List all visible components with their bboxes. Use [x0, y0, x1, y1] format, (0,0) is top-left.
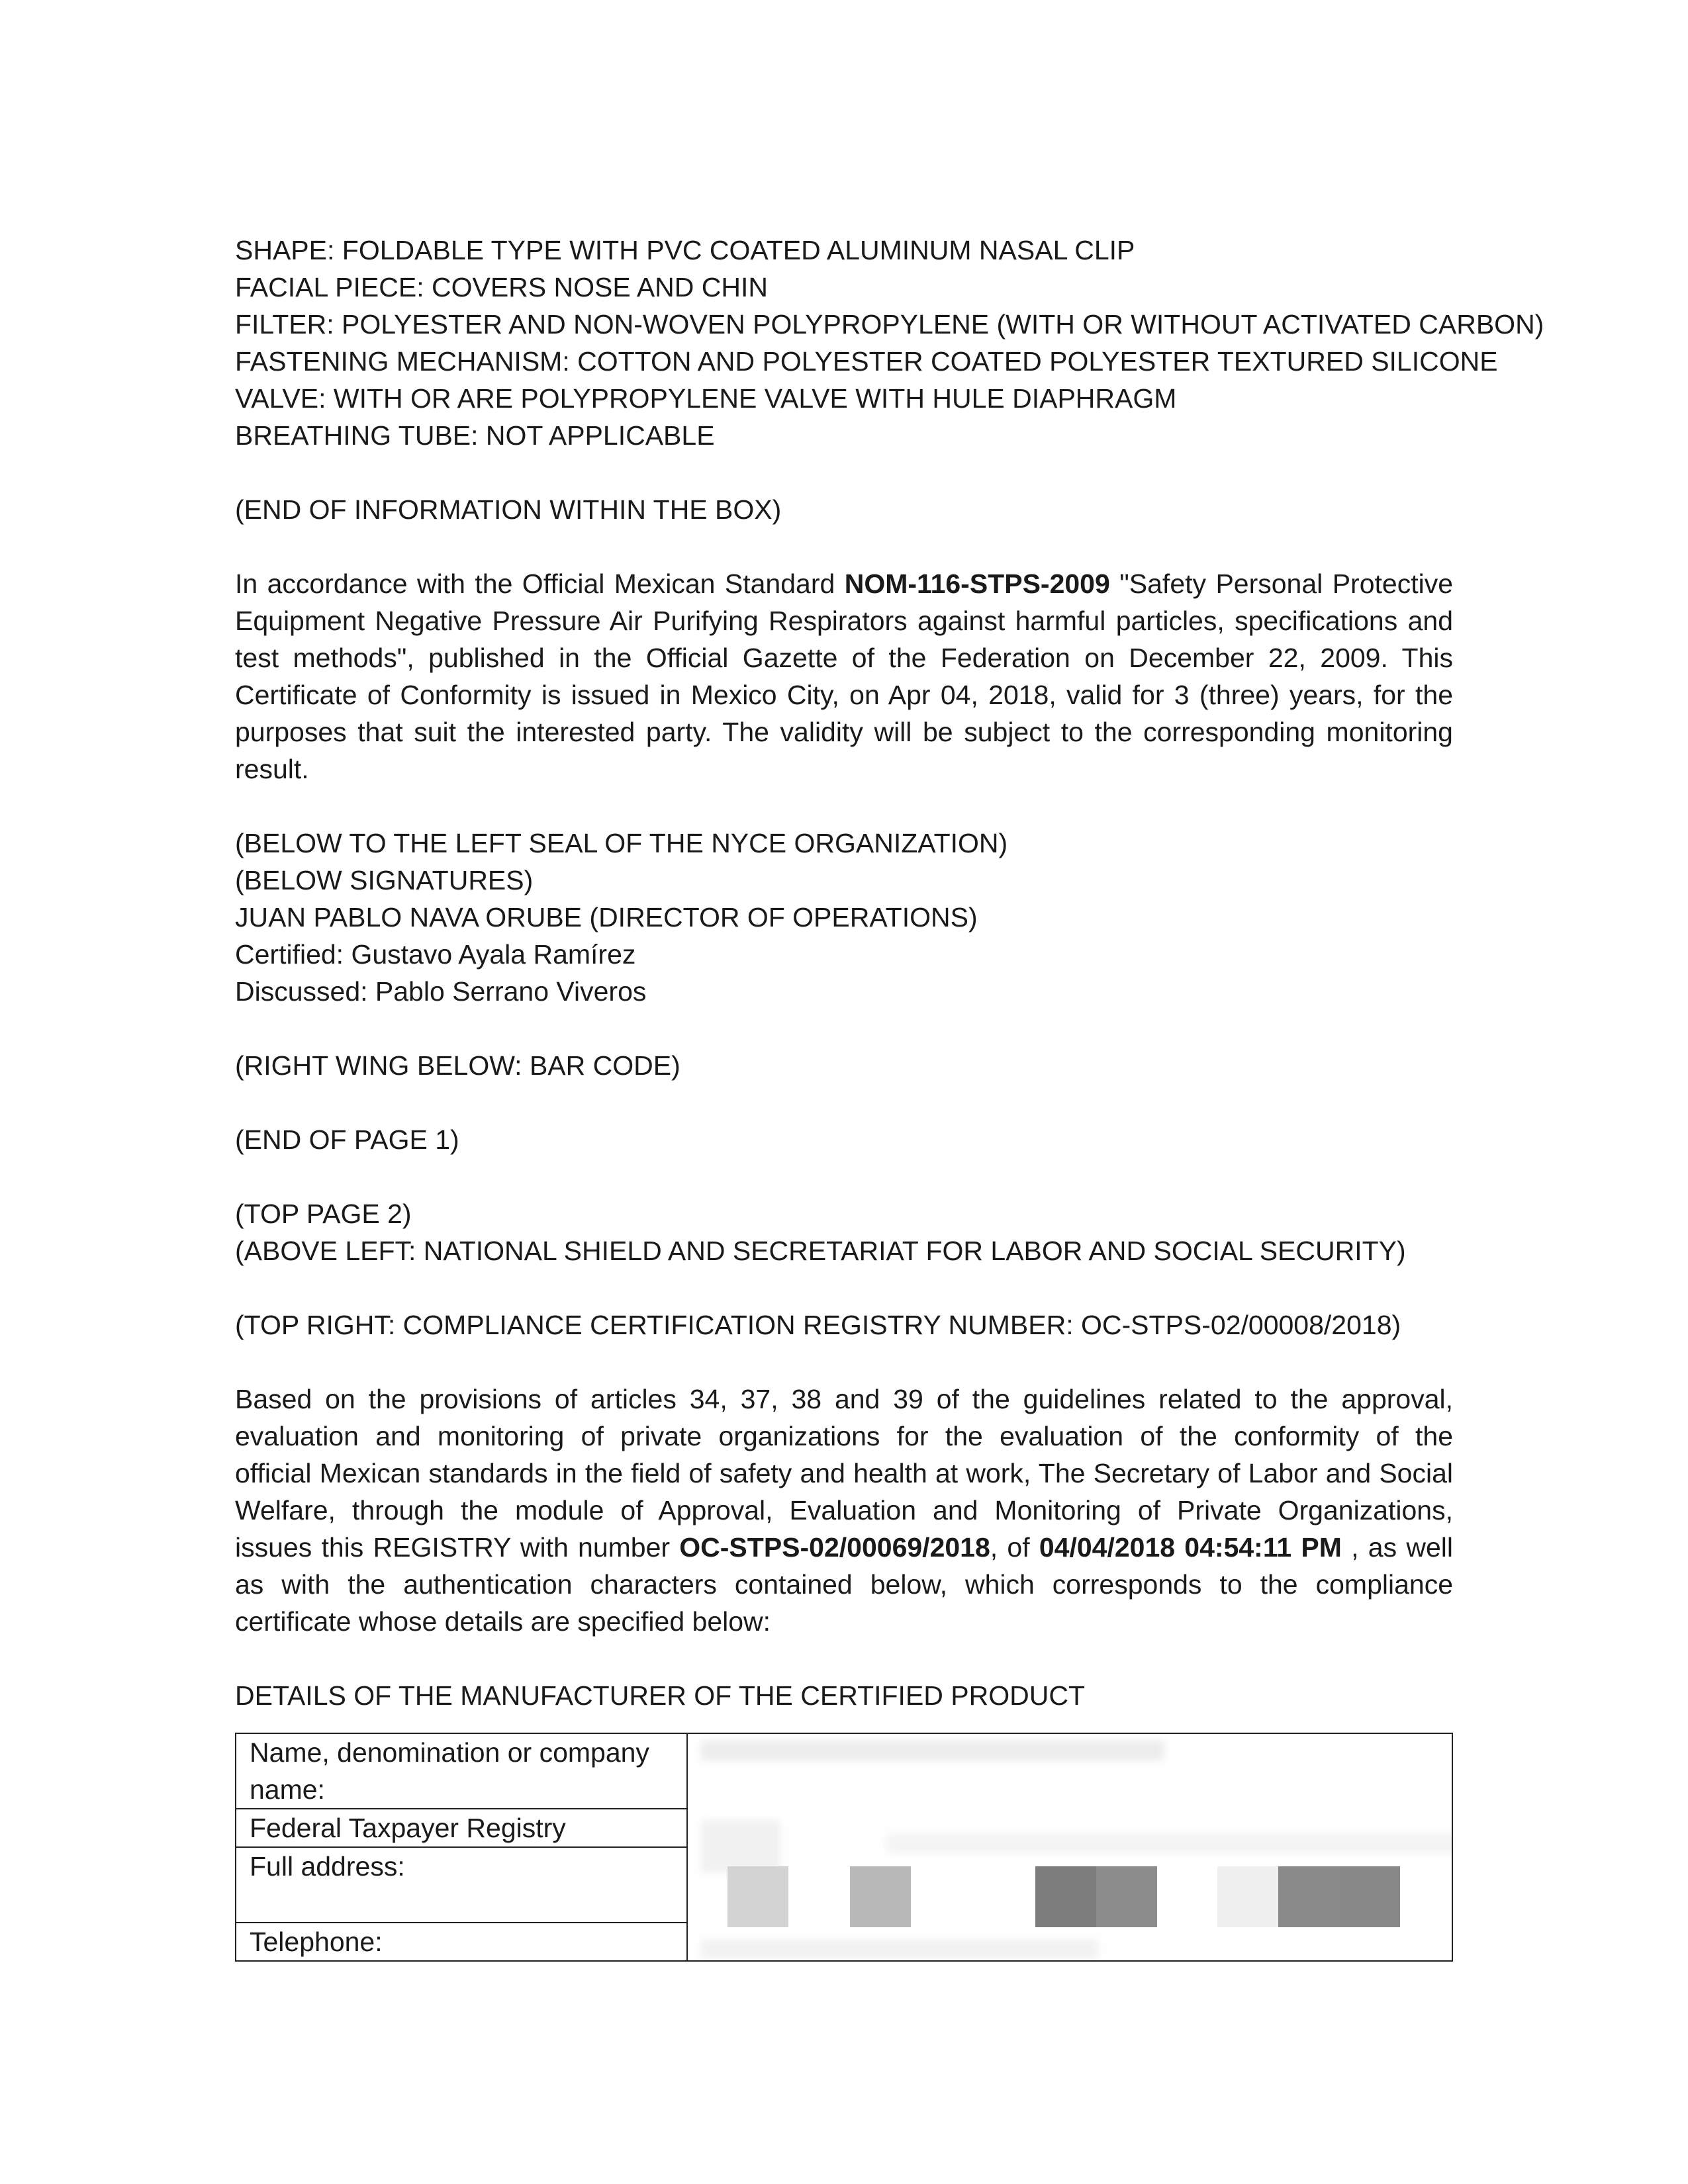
paragraph-line: Certificate of Conformity is issued in Mexico City, on Apr 04, 2018, valid for 3 (three) years, for the	[235, 680, 1453, 710]
barcode-note: (RIGHT WING BELOW: BAR CODE)	[235, 1050, 680, 1081]
table-row	[236, 1733, 1452, 1809]
paragraph-line: test methods", published in the Official Gazette of the Federation on December 22, 2009. This	[235, 643, 1453, 673]
spec-list	[235, 232, 1544, 454]
top-page-note: (TOP PAGE 2)	[235, 1199, 412, 1229]
table-label: Name, denomination or company name:	[236, 1733, 687, 1809]
manufacturer-details-table	[235, 1733, 1453, 1962]
paragraph-line: as with the authentication characters contained below, which corresponds to the compliance	[235, 1569, 1453, 1600]
certified-by: Certified: Gustavo Ayala Ramírez	[235, 939, 636, 970]
standard-number: NOM-116-STPS-2009	[844, 569, 1110, 599]
paragraph-line: evaluation and monitoring of private organizations for the evaluation of the conformity of the	[235, 1421, 1453, 1451]
paragraph-line: In accordance with the Official Mexican Standard NOM-116-STPS-2009 "Safety Personal Protective	[235, 569, 1454, 599]
spec-line: BREATHING TUBE: NOT APPLICABLE	[235, 420, 715, 451]
redacted-values	[687, 1733, 1452, 1961]
paragraph-line: purposes that suit the interested party. The validity will be subject to the corresponding monitoring	[235, 717, 1453, 747]
paragraph-line: Equipment Negative Pressure Air Purifying Respirators against harmful particles, specifications and	[235, 606, 1453, 636]
paragraph-line: official Mexican standards in the field of safety and health at work, The Secretary of Labor and Social	[235, 1458, 1453, 1488]
table-label: Full address:	[236, 1847, 687, 1923]
paragraph-line: certificate whose details are specified below:	[235, 1606, 771, 1637]
spec-line: FACIAL PIECE: COVERS NOSE AND CHIN	[235, 272, 769, 302]
paragraph-line: result.	[235, 754, 309, 784]
conformity-paragraph	[235, 565, 1453, 788]
end-box-note: (END OF INFORMATION WITHIN THE BOX)	[235, 494, 782, 525]
spec-line: FILTER: POLYESTER AND NON-WOVEN POLYPROPYLENE (WITH OR WITHOUT ACTIVATED CARBON)	[235, 309, 1544, 340]
end-page-note: (END OF PAGE 1)	[235, 1124, 459, 1155]
signatures-note: (BELOW SIGNATURES)	[235, 865, 534, 895]
paragraph-line: Based on the provisions of articles 34, 37, 38 and 39 of the guidelines related to the approval,	[235, 1384, 1453, 1414]
spec-line: SHAPE: FOLDABLE TYPE WITH PVC COATED ALUMINUM NASAL CLIP	[235, 235, 1135, 265]
paragraph-line: issues this REGISTRY with number OC-STPS-02/00069/2018, of 04/04/2018 04:54:11 PM , as well	[235, 1532, 1453, 1563]
details-heading: DETAILS OF THE MANUFACTURER OF THE CERTIFIED PRODUCT	[235, 1680, 1086, 1711]
signature-block	[235, 825, 1453, 1010]
paragraph-line: Welfare, through the module of Approval, Evaluation and Monitoring of Private Organizations,	[235, 1495, 1453, 1525]
seal-note: (BELOW TO THE LEFT SEAL OF THE NYCE ORGANIZATION)	[235, 828, 1008, 858]
registry-number: OC-STPS-02/00069/2018	[679, 1532, 990, 1563]
spec-line: VALVE: WITH OR ARE POLYPROPYLENE VALVE WITH HULE DIAPHRAGM	[235, 383, 1177, 414]
director-name: JUAN PABLO NAVA ORUBE (DIRECTOR OF OPERATIONS)	[235, 902, 978, 933]
table-label: Federal Taxpayer Registry	[236, 1809, 687, 1847]
registry-paragraph	[235, 1381, 1453, 1640]
spec-line: FASTENING MECHANISM: COTTON AND POLYESTER COATED POLYESTER TEXTURED SILICONE	[235, 346, 1498, 377]
above-left-note: (ABOVE LEFT: NATIONAL SHIELD AND SECRETARIAT FOR LABOR AND SOCIAL SECURITY)	[235, 1236, 1406, 1266]
registry-datetime: 04/04/2018 04:54:11 PM	[1039, 1532, 1342, 1563]
top-right-note: (TOP RIGHT: COMPLIANCE CERTIFICATION REGISTRY NUMBER: OC-STPS-02/00008/2018)	[235, 1310, 1401, 1340]
table-label: Telephone:	[236, 1923, 687, 1961]
discussed-by: Discussed: Pablo Serrano Viveros	[235, 976, 647, 1007]
document-page	[235, 232, 1544, 1962]
